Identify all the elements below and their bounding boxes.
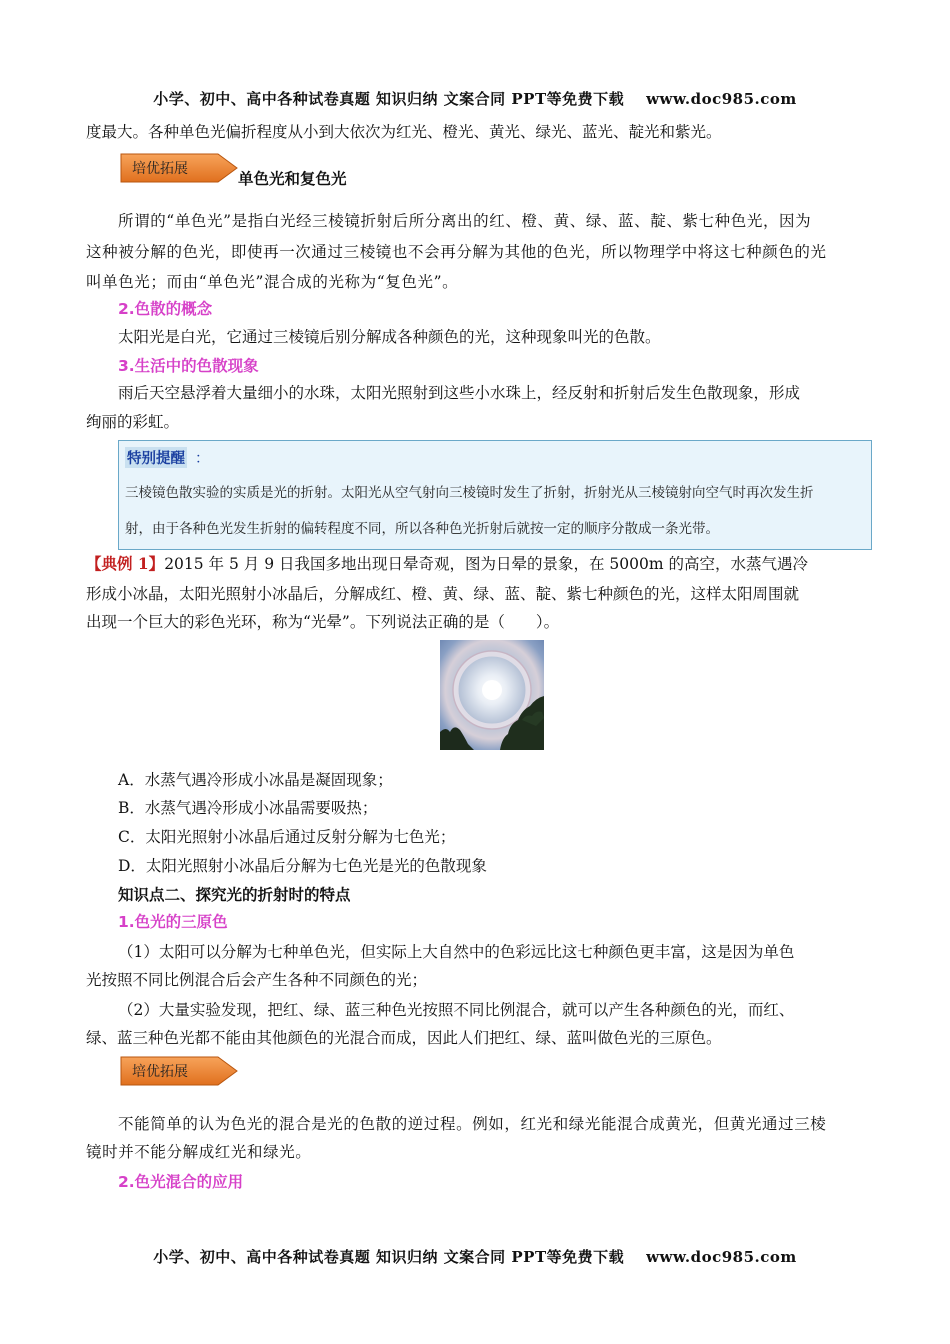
mono-line-1: 所谓的“单色光”是指白光经三棱镜折射后所分离出的红、橙、黄、绿、蓝、靛、紫七种色光，因为	[118, 212, 812, 230]
footer-text: 小学、初中、高中各种试卷真题 知识归纳 文案合同 PPT等免费下载	[153, 1248, 625, 1266]
para-refraction-order: 度最大。各种单色光偏折程度从小到大依次为红光、橙光、黄光、绿光、蓝光、靛光和紫光。	[86, 123, 722, 141]
mix-line-1: 不能简单的认为色光的混合是光的色散的逆过程。例如，红光和绿光能混合成黄光，但黄光通过三棱	[118, 1115, 827, 1133]
example-line-2: 形成小冰晶，太阳光照射小冰晶后，分解成红、橙、黄、绿、蓝、靛、紫七种颜色的光，这样太阳周围就	[86, 585, 800, 603]
page-footer	[0, 1246, 950, 1267]
mix-line-2: 镜时并不能分解成红光和绿光。	[86, 1143, 312, 1161]
solar-halo-image	[440, 640, 544, 750]
footer-site[interactable]: www.doc985.com	[646, 1248, 797, 1266]
example-line-1	[86, 550, 866, 578]
dispersion-life-line-1: 雨后天空悬浮着大量细小的水珠，太阳光照射到这些小水珠上，经反射和折射后发生色散现象，形成	[118, 384, 801, 402]
badge-extension-1	[120, 153, 238, 183]
primary-p1-line-1: （1）太阳可以分解为七种单色光，但实际上大自然中的色彩远比这七种颜色更丰富，这是因为单色	[118, 943, 795, 961]
option-d[interactable]: D．太阳光照射小冰晶后分解为七色光是光的色散现象	[118, 857, 487, 875]
example-text-1: 2015 年 5 月 9 日我国多地出现日晕奇观，图为日晕的景象，在 5000m 的高空，水蒸气遇冷	[164, 555, 808, 573]
heading-color-mix-application: 2.色光混合的应用	[118, 1173, 244, 1191]
dispersion-life-line-2: 绚丽的彩虹。	[86, 413, 180, 431]
example-line-3: 出现一个巨大的彩色光环，称为“光晕”。下列说法正确的是（ ）。	[86, 613, 560, 631]
option-a[interactable]: A．水蒸气遇冷形成小冰晶是凝固现象；	[118, 771, 393, 789]
page-header	[0, 88, 950, 109]
halo-photo-icon	[440, 640, 544, 750]
mono-line-2: 这种被分解的色光，即使再一次通过三棱镜也不会再分解为其他的色光，所以物理学中将这七种颜色的光	[86, 243, 827, 261]
heading-primary-colors: 1.色光的三原色	[118, 913, 228, 931]
reminder-colon: ：	[195, 451, 210, 467]
mono-line-3: 叫单色光；而由“单色光”混合成的光称为“复色光”。	[86, 273, 459, 291]
example-label: 【典例 1】	[86, 554, 165, 573]
primary-p2-line-1: （2）大量实验发现，把红、绿、蓝三种色光按照不同比例混合，就可以产生各种颜色的光，而红、	[118, 1001, 795, 1019]
reminder-line-2: 射，由于各种色光发生折射的偏转程度不同，所以各种色光折射后就按一定的顺序分散成一条光带。	[125, 521, 719, 537]
primary-p2-line-2: 绿、蓝三种色光都不能由其他颜色的光混合而成，因此人们把红、绿、蓝叫做色光的三原色。	[86, 1029, 722, 1047]
special-reminder-box	[118, 440, 872, 550]
knowledge-point-2: 知识点二、探究光的折射时的特点	[118, 886, 351, 904]
dispersion-concept-text: 太阳光是白光，它通过三棱镜后别分解成各种颜色的光，这种现象叫光的色散。	[118, 328, 661, 346]
header-site[interactable]: www.doc985.com	[646, 90, 797, 108]
badge-extension-2	[120, 1056, 238, 1086]
header-text: 小学、初中、高中各种试卷真题 知识归纳 文案合同 PPT等免费下载	[153, 90, 625, 108]
badge-title: 单色光和复色光	[238, 170, 347, 188]
reminder-line-1: 三棱镜色散实验的实质是光的折射。太阳光从空气射向三棱镜时发生了折射，折射光从三棱镜射向空气时再次发生折	[125, 485, 814, 501]
option-c[interactable]: C．太阳光照射小冰晶后通过反射分解为七色光；	[118, 828, 456, 846]
heading-dispersion-life: 3.生活中的色散现象	[118, 357, 259, 375]
badge-label: 培优拓展	[132, 161, 188, 177]
badge-label: 培优拓展	[132, 1064, 188, 1080]
reminder-title: 特别提醒	[125, 447, 187, 468]
heading-dispersion-concept: 2.色散的概念	[118, 300, 213, 318]
primary-p1-line-2: 光按照不同比例混合后会产生各种不同颜色的光；	[86, 971, 428, 989]
option-b[interactable]: B．水蒸气遇冷形成小冰晶需要吸热；	[118, 799, 378, 817]
